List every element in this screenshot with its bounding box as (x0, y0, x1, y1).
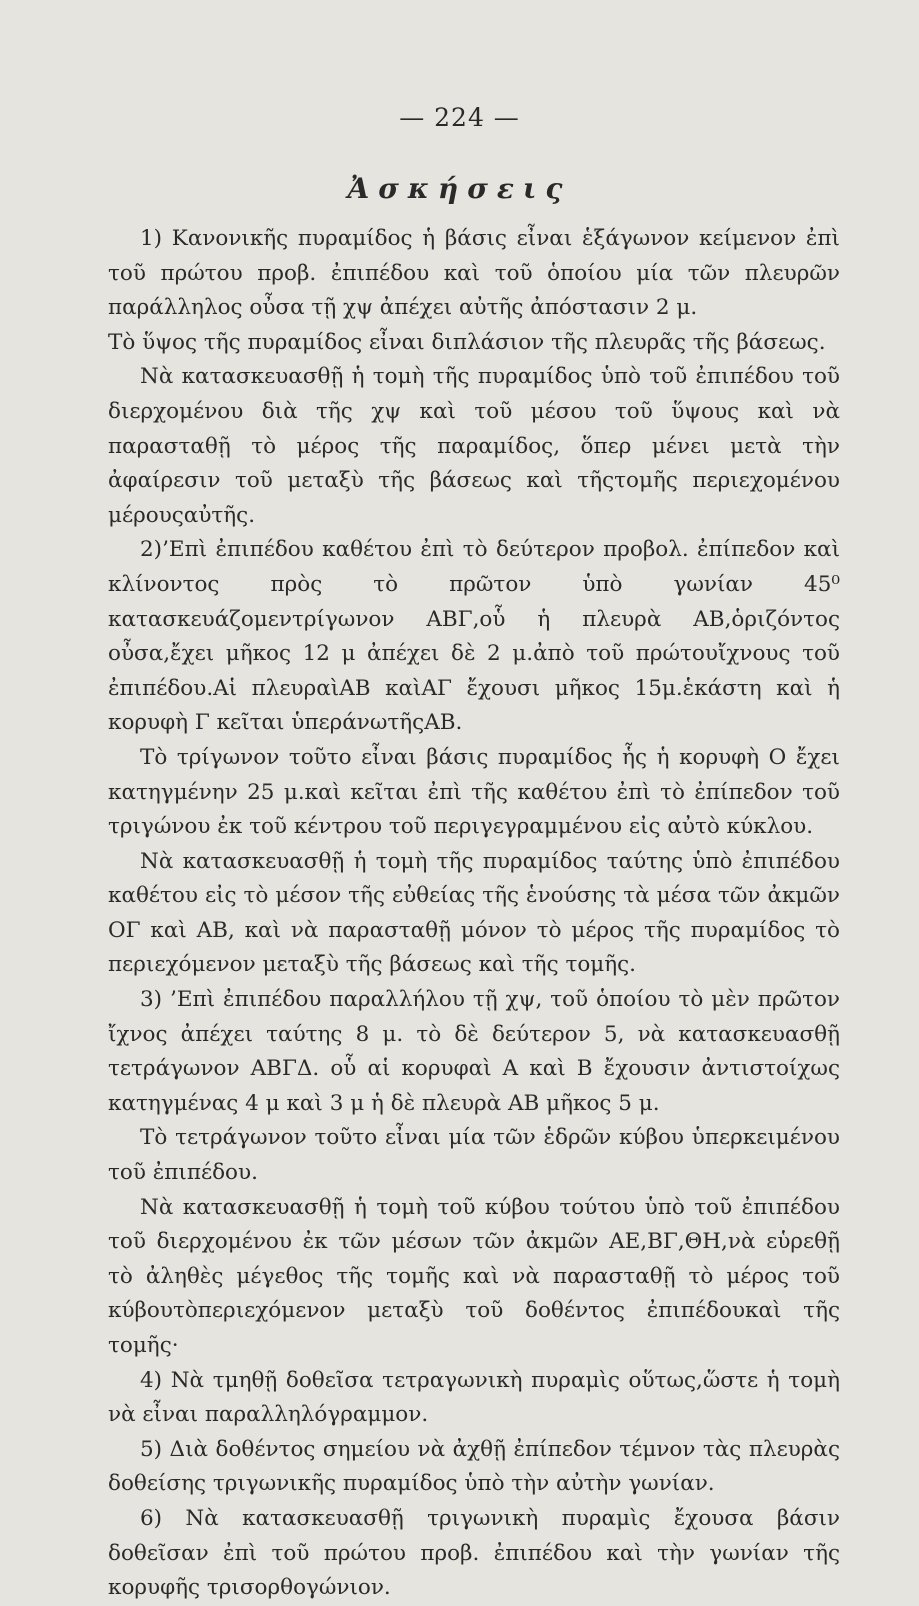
exercise-2-paragraph: 2)’Επὶ ἐπιπέδου καθέτου ἐπὶ τὸ δεύτερον προβολ. ἐπίπεδον καὶ κλίνοντος πρὸς τὸ πρῶτον ὑπὸ γωνίαν 45⁰ κατασκευάζομεντρίγωνον ΑΒΓ,οὗ ἡ πλευρὰ ΑΒ,ὁριζόντος οὖσα,ἔχει μῆκος 12 μ ἀπέχει δὲ 2 μ.ἀπὸ τοῦ πρώτουἴχνους τοῦ ἐπιπέδου.Αἱ πλευραὶΑΒ καὶΑΓ ἔχουσι μῆκος 15μ.ἑκάστη καὶ ἡ κορυφὴ Γ κεῖται ὑπεράνωτῆςΑΒ. (108, 537, 840, 736)
exercise-5-paragraph: 5) Διὰ δοθέντος σημείου νὰ ἀχθῇ ἐπίπεδον τέμνον τὰς πλευρὰς δοθείσης τριγωνικῆς πυραμίδος ὑπὸ τὴν αὐτὴν γωνίαν. (108, 1436, 840, 1497)
exercise-6-paragraph: 6) Νὰ κατασκευασθῇ τριγωνικὴ πυραμὶς ἔχουσα βάσιν δοθεῖσαν ἐπὶ τοῦ πρώτου προβ. ἐπιπέδου καὶ τὴν γωνίαν τῆς κορυφῆς τρισορθογώνιον. (108, 1505, 840, 1601)
section-title: Ἀσκήσεις (347, 172, 572, 205)
exercise-1-task-paragraph: Νὰ κατασκευασθῇ ἡ τομὴ τῆς πυραμίδος ὑπὸ τοῦ ἐπιπέδου τοῦ διερχομένου διὰ τῆς χψ καὶ τοῦ μέσου τοῦ ὕψους καὶ νὰ παρασταθῇ τὸ μέρος τῆς παραμίδος, ὅπερ μένει μετὰ τὴν ἀφαίρεσιν τοῦ μεταξὺ τῆς βάσεως καὶ τῆςτομῆς περιεχομένου μέρουςαὐτῆς. (108, 364, 840, 528)
exercise-4-paragraph: 4) Νὰ τμηθῇ δοθεῖσα τετραγωνικὴ πυραμὶς οὕτως,ὥστε ἡ τομὴ νὰ εἶναι παραλληλόγραμμον. (108, 1367, 840, 1428)
exercise-3-paragraph: 3) ’Επὶ ἐπιπέδου παραλλήλου τῇ χψ, τοῦ ὁποίου τὸ μὲν πρῶτον ἴχνος ἀπέχει ταύτης 8 μ. τὸ δὲ δεύτερον 5, νὰ κατασκευασθῇ τετράγωνον ΑΒΓΔ. οὗ αἱ κορυφαὶ Α καὶ Β ἔχουσιν ἀντιστοίχως κατηγμένας 4 μ καὶ 3 μ ἡ δὲ πλευρὰ ΑΒ μῆκος 5 μ. (108, 987, 840, 1116)
exercise-3-cube-paragraph: Τὸ τετράγωνον τοῦτο εἶναι μία τῶν ἑδρῶν κύβου ὑπερκειμένου τοῦ ἐπιπέδου. (108, 1125, 840, 1186)
page-number: — 224 — (399, 103, 520, 132)
exercises-text (108, 222, 840, 1606)
exercise-2-task-paragraph: Νὰ κατασκευασθῇ ἡ τομὴ τῆς πυραμίδος ταύτης ὑπὸ ἐπιπέδου καθέτου εἰς τὸ μέσον τῆς εὐθείας τῆς ἑνούσης τὰ μέσα τῶν ἀκμῶν ΟΓ καὶ ΑΒ, καὶ νὰ παρασταθῇ μόνον τὸ μέρος τῆς πυραμίδος τὸ περιεχόμενον μεταξὺ τῆς βάσεως καὶ τῆς τομῆς. (108, 848, 840, 978)
exercise-3-task-paragraph: Νὰ κατασκευασθῇ ἡ τομὴ τοῦ κύβου τούτου ὑπὸ τοῦ ἐπιπέδου τοῦ διερχομένου ἐκ τῶν μέσων τῶν ἀκμῶν ΑΕ,ΒΓ,ΘΗ,νὰ εὑρεθῇ τὸ ἀληθὲς μέγεθος τῆς τομῆς καὶ νὰ παρασταθῇ τὸ μέρος τοῦ κύβουτὸπεριεχόμενον μεταξὺ τοῦ δοθέντος ἐπιπέδουκαὶ τῆς τομῆς· (108, 1194, 840, 1358)
exercise-1-height-paragraph: Τὸ ὕψος τῆς πυραμίδος εἶναι διπλάσιον τῆς πλευρᾶς τῆς βάσεως. (108, 329, 826, 355)
exercise-1-paragraph: 1) Κανονικῆς πυραμίδος ἡ βάσις εἶναι ἑξάγωνον κείμενον ἐπὶ τοῦ πρώτου προβ. ἐπιπέδου καὶ τοῦ ὁποίου μία τῶν πλευρῶν παράλληλος οὖσα τῇ χψ ἀπέχει αὐτῆς ἀπόστασιν 2 μ. (108, 226, 840, 321)
exercise-2-pyramid-paragraph: Τὸ τρίγωνον τοῦτο εἶναι βάσις πυραμίδος ἧς ἡ κορυφὴ Ο ἔχει κατηγμένην 25 μ.καὶ κεῖται ἐπὶ τῆς καθέτου ἐπὶ τὸ ἐπίπεδον τοῦ τριγώνου ἐκ τοῦ κέντρου τοῦ περιγεγραμμένου εἰς αὐτὸ κύκλου. (108, 744, 840, 840)
